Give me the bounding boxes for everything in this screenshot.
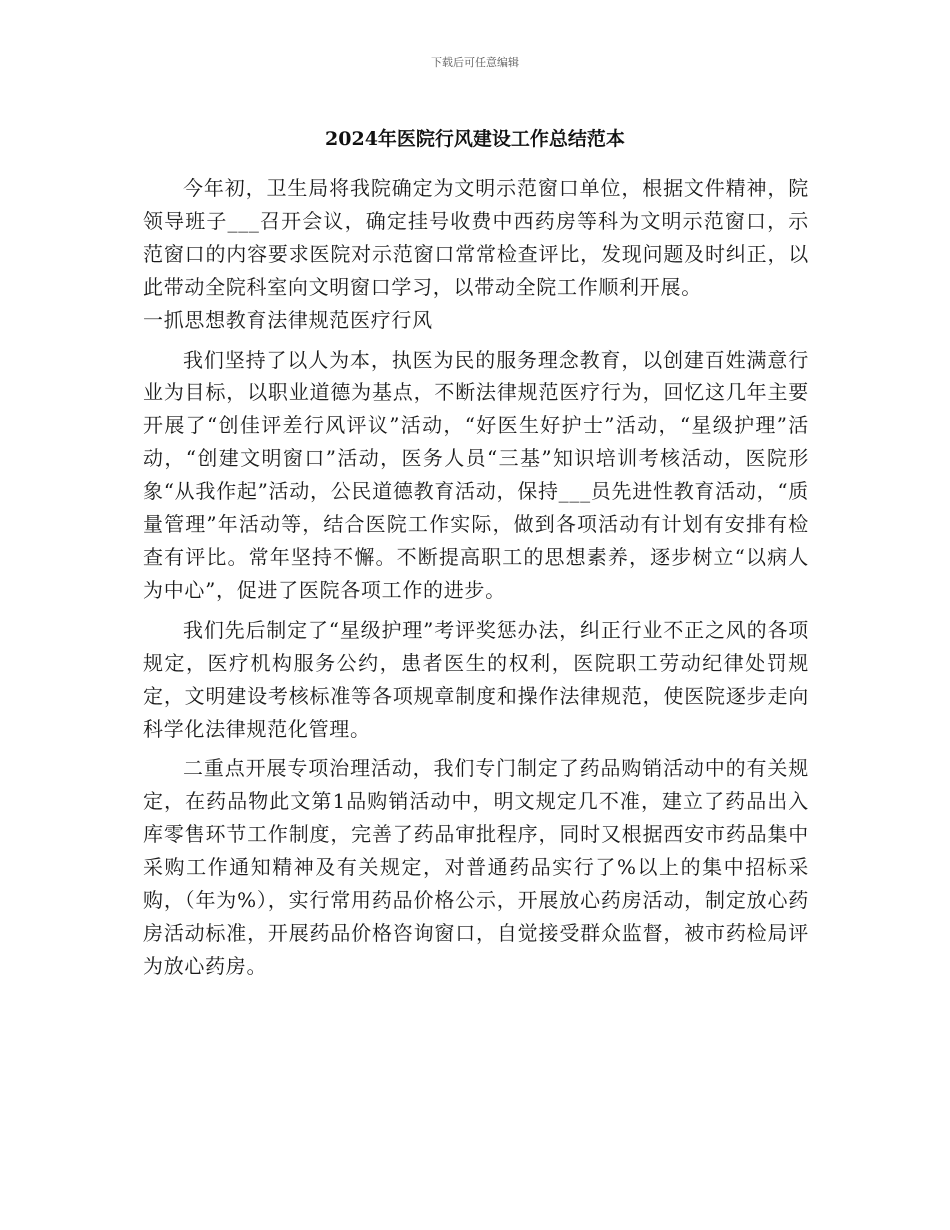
- section-heading: 一抓思想教育法律规范医疗行风: [143, 307, 433, 332]
- paragraph-special-governance: 二重点开展专项治理活动，我们专门制定了药品购销活动中的有关规定，在药品物此文第1品购销活动中，明文规定几不准，建立了药品出入库零售环节工作制度，完善了药品审批程序，同时又根据西安市药品集中采购工作通知精神及有关规定，对普通药品实行了%以上的集中招标采购，（年为%），实行常用药品价格公示，开展放心药房活动，制定放心药房活动标准，开展药品价格咨询窗口，自觉接受群众监督，被市药检局评为放心药房。: [143, 756, 809, 978]
- page-header-note: 下载后可任意编辑: [431, 56, 519, 69]
- document-body: [143, 172, 809, 983]
- paragraph-intro: 今年初，卫生局将我院确定为文明示范窗口单位，根据文件精神，院领导班子___召开会议，确定挂号收费中西药房等科为文明示范窗口，示范窗口的内容要求医院对示范窗口常常检查评比，发现问题及时纠正，以此带动全院科室向文明窗口学习，以带动全院工作顺利开展。: [143, 176, 809, 299]
- paragraph-education: 我们坚持了以人为本，执医为民的服务理念教育，以创建百姓满意行业为目标，以职业道德为基点，不断法律规范医疗行为，回忆这几年主要开展了“创佳评差行风评议”活动，“好医生好护士”活动，“星级护理”活动，“创建文明窗口”活动，医务人员“三基”知识培训考核活动，医院形象“从我作起”活动，公民道德教育活动，保持___员先进性教育活动，“质量管理”年活动等，结合医院工作实际，做到各项活动有计划有安排有检查有评比。常年坚持不懈。不断提高职工的思想素养，逐步树立“以病人为中心”，促进了医院各项工作的进步。: [143, 347, 809, 602]
- document-title: 2024年医院行风建设工作总结范本: [325, 128, 625, 150]
- paragraph-regulations: 我们先后制定了“星级护理”考评奖惩办法，纠正行业不正之风的各项规定，医疗机构服务公约，患者医生的权利，医院职工劳动纪律处罚规定，文明建设考核标准等各项规章制度和操作法律规范，使医院逐步走向科学化法律规范化管理。: [143, 617, 809, 741]
